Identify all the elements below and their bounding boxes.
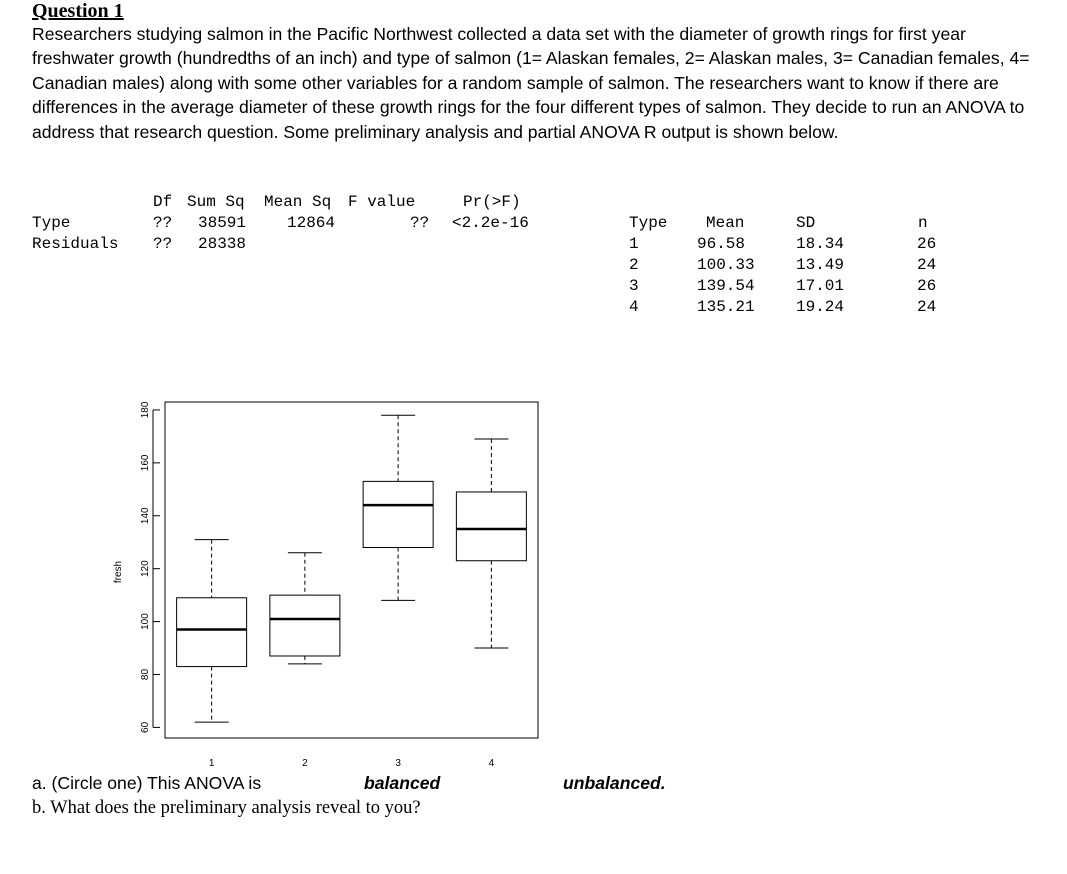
summary-header-type: Type (629, 214, 668, 232)
box-iqr (270, 595, 340, 656)
y-tick-label: 60 (140, 721, 151, 733)
anova-cell: ?? (153, 235, 173, 253)
y-tick-label: 100 (140, 613, 151, 630)
anova-row-label: Type (32, 214, 71, 232)
question-title: Question 1 (32, 0, 124, 22)
option-unbalanced[interactable]: unbalanced. (563, 773, 666, 793)
y-tick-label: 160 (140, 454, 151, 472)
option-balanced[interactable]: balanced (364, 773, 441, 793)
x-tick-label: 1 (208, 758, 215, 767)
anova-header-sumsq: Sum Sq (187, 193, 245, 211)
question-a-prompt: a. (Circle one) This ANOVA is (32, 773, 262, 793)
y-tick-label: 120 (140, 560, 151, 578)
summary-cell: 135.21 (697, 298, 755, 316)
summary-cell: 19.24 (796, 298, 845, 316)
summary-cell: 3 (629, 277, 639, 295)
y-axis-label: fresh (113, 560, 124, 584)
summary-cell: 139.54 (697, 277, 755, 295)
summary-cell: 100.33 (697, 256, 755, 274)
y-tick-label: 80 (140, 668, 151, 681)
boxplot-chart (100, 395, 550, 767)
summary-header-mean: Mean (706, 214, 745, 232)
summary-cell: 26 (917, 235, 937, 253)
summary-cell: 18.34 (796, 235, 845, 253)
summary-cell: 96.58 (697, 235, 746, 253)
summary-cell: 26 (917, 277, 937, 295)
anova-header-fvalue: F value (348, 193, 416, 211)
summary-header-sd: SD (796, 214, 816, 232)
anova-cell: ?? (410, 214, 430, 232)
summary-cell: 24 (917, 298, 937, 316)
summary-header-n: n (918, 214, 928, 232)
summary-cell: 13.49 (796, 256, 845, 274)
anova-cell: ?? (153, 214, 173, 232)
y-tick-label: 140 (140, 507, 151, 525)
anova-cell: 12864 (287, 214, 336, 232)
x-tick-label: 3 (395, 758, 401, 767)
x-tick-label: 4 (488, 758, 495, 767)
question-text: Researchers studying salmon in the Pacific Northwest collected a data set with the diameter of growth rings for first year freshwater growth (hundredths of an inch) and type of salmon (1= Alaskan females, 2= Alaskan males, 3= Canadian females, 4= Canadian males) along with some other variables for a random sample of salmon. The researchers want to know if there are differences in the average diameter of these growth rings for the four different types of salmon. They decide to run an ANOVA to address that research question. Some preliminary analysis and partial ANOVA R output is shown below. (32, 24, 1030, 142)
anova-cell: 28338 (198, 235, 247, 253)
box-iqr (456, 492, 526, 561)
summary-cell: 4 (629, 298, 639, 316)
y-tick-label: 180 (140, 401, 151, 419)
summary-cell: 17.01 (796, 277, 845, 295)
summary-cell: 1 (629, 235, 639, 253)
anova-cell: <2.2e-16 (452, 214, 529, 232)
summary-cell: 24 (917, 256, 937, 274)
box-iqr (363, 481, 433, 547)
summary-cell: 2 (629, 256, 639, 274)
anova-row-label: Residuals (32, 235, 119, 253)
plot-frame (165, 402, 538, 738)
box-iqr (177, 598, 247, 667)
anova-header-df: Df (153, 193, 173, 211)
x-tick-label: 2 (302, 758, 308, 767)
question-b-prompt: b. What does the preliminary analysis reveal to you? (32, 798, 421, 818)
anova-header-pr: Pr(>F) (463, 193, 521, 211)
anova-cell: 38591 (198, 214, 247, 232)
anova-header-meansq: Mean Sq (264, 193, 332, 211)
